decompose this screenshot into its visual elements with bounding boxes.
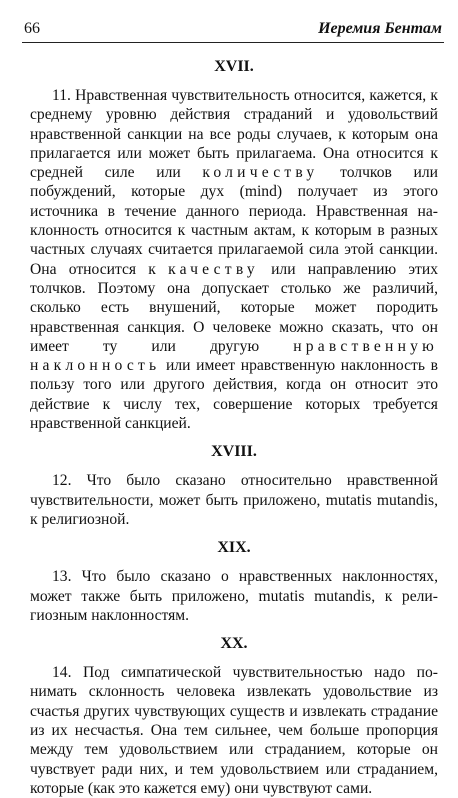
section-gap [30,625,438,633]
section-gap [30,529,438,537]
paragraph-11-emphasis-quantity: количеству [202,164,319,182]
paragraph-13: 13. Что было сказано о нравственных наклонностях, может также быть приложено, mutatis mutandis, к религиозным наклонностям. [30,568,438,624]
section-heading-xviii: XVIII. [211,443,257,461]
page-number: 66 [24,20,40,37]
paragraph-14: 14. Под симпатической чувствительностью надо понимать склонность человека извлекать удовольствие из счастья других чувствующих существ и извлекать страдание из их несчастья. Она тем сильнее, чем больше пропорция между тем удовольствием или страданием, которые он чувствует ради них, и тем удовольствием или страданием, которые (как это кажется ему) они чувствуют сами. [30,664,438,797]
paragraph-11-text-1: 11. Нравственная чувствительность относится, кажется, к среднему уровню действия страданий и удовольствий нравственной санкции на все роды случаев, к которым она прилагается или может быть прилагаема. Она относится к средней силе или [30,87,438,182]
paragraph-12: 12. Что было сказано относительно нравственной чувствительности, может быть приложено, mutatis mutandis, к религиозной. [30,472,438,528]
running-title: Иеремия Бентам [318,20,442,37]
running-head [24,14,442,38]
header-rule [22,42,444,43]
section-gap [30,433,438,441]
paragraph-11-text-4: или имеет нравственную наклонность в пользу того или другого действия, когда он относит это действие к числу тех, совершение которых требуется нравственной санкцией. [30,357,438,433]
paragraph-11-text-3: или направлению этих толчков. Поэтому она допускает столько же различий, сколько есть внушений, которые может породить нравственная санкция. О человеке можно сказать, что он имеет ту или другую [30,260,438,355]
section-heading-xvii: XVII. [214,58,254,75]
paragraph-11-text-2: толчков или побуждений, которые дух (mind) получает из этого источника в течение данного периода. Нравственная наклонность относится к частным актам, к которым в разных частных случаях считается прилагаемой сила этой санкции. Она относится к [30,164,438,278]
paragraph-11-emphasis-moral-inclination: нравственную наклонность [30,337,438,375]
page-body [30,56,438,798]
section-heading-xix: XIX. [217,539,251,557]
paragraph-11-emphasis-quality: качеству [168,260,259,278]
section-heading-xx: XX. [220,635,248,653]
paragraph-11 [30,86,438,433]
